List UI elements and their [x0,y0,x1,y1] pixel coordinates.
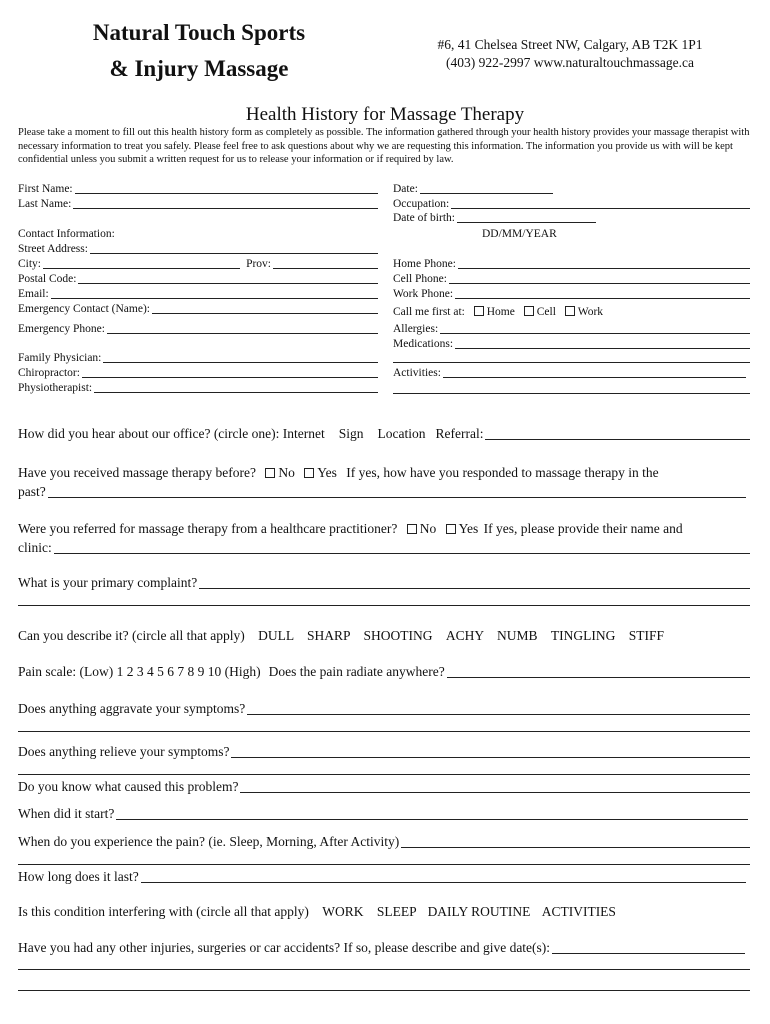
relieve-field[interactable] [18,744,750,760]
allergies-label: Allergies: [393,323,439,335]
when-pain-extra-line[interactable] [18,864,750,865]
injuries-field[interactable] [18,940,745,956]
aggravate-label: Does anything aggravate your symptoms? [18,701,246,716]
activities-extra-line[interactable] [393,393,750,394]
business-contact: (403) 922-2997 www.naturaltouchmassage.ca [445,55,695,70]
chiropractor-field[interactable] [18,366,378,380]
street-address-label: Street Address: [18,243,88,255]
family-physician-field[interactable] [18,351,378,365]
start-label: When did it start? [18,806,115,821]
describe-option-numb[interactable]: NUMB [496,628,538,643]
medications-label: Medications: [393,338,454,350]
date-of-birth-format: DD/MM/YEAR [482,228,557,240]
family-physician-label: Family Physician: [18,352,102,364]
referred-question [18,521,683,537]
chiropractor-label: Chiropractor: [18,367,80,379]
massage-before-followup: If yes, how have you responded to massage therapy in the [346,465,659,480]
how-long-label: How long does it last? [18,869,139,884]
date-label: Date: [393,183,418,195]
primary-complaint-extra-line[interactable] [18,605,750,606]
interfering-option-work[interactable]: WORK [322,904,364,919]
business-address: #6, 41 Chelsea Street NW, Calgary, AB T2K 1P1 [437,37,703,52]
occupation-field[interactable] [393,197,750,211]
pain-scale-label[interactable]: Pain scale: (Low) 1 2 3 4 5 6 7 8 9 10 (High) [18,664,261,679]
call-me-first-group [393,305,603,319]
physiotherapist-label: Physiotherapist: [18,382,93,394]
clinic-field[interactable] [18,540,750,556]
physiotherapist-field[interactable] [18,381,378,395]
postal-code-field[interactable] [18,272,378,286]
when-pain-field[interactable] [18,834,750,850]
work-phone-field[interactable] [393,287,750,301]
hear-about-label: How did you hear about our office? (circle one): Internet [18,426,325,441]
hear-about-question [18,426,750,442]
hear-option-sign[interactable]: Sign [338,426,364,441]
injuries-extra-line-2[interactable] [18,990,750,991]
describe-option-achy[interactable]: ACHY [445,628,484,643]
business-name-line1: Natural Touch Sports [92,20,306,45]
primary-complaint-label: What is your primary complaint? [18,575,198,590]
cause-label: Do you know what caused this problem? [18,779,239,794]
massage-before-no-checkbox[interactable] [265,468,275,478]
injuries-label: Have you had any other injuries, surgeries or car accidents? If so, please describe and give date(s): [18,940,551,955]
home-phone-field[interactable] [393,257,750,271]
massage-before-yes-checkbox[interactable] [304,468,314,478]
describe-option-tingling[interactable]: TINGLING [550,628,616,643]
date-field[interactable] [393,182,553,196]
interfering-question [18,904,616,920]
referred-label: Were you referred for massage therapy from a healthcare practitioner? [18,521,398,536]
intro-paragraph: Please take a moment to fill out this health history form as completely as possible. The information gathered through your health history provides your massage therapist with necessary information to treat you safely. Please feel free to ask questions about why we are requesting this information. The information you provide us with will be kept confidential unless you submit a written request for us to release your information or if required by law. [18,127,750,165]
emergency-contact-label: Emergency Contact (Name): [18,303,150,315]
postal-code-label: Postal Code: [18,273,77,285]
cell-checkbox[interactable] [524,306,534,316]
massage-before-no-label: No [278,465,295,480]
describe-option-stiff[interactable]: STIFF [628,628,664,643]
city-label: City: [18,258,42,270]
primary-complaint-field[interactable] [18,575,750,591]
past-response-field[interactable] [18,484,746,500]
activities-label: Activities: [393,367,441,379]
interfering-option-activities[interactable]: ACTIVITIES [541,904,616,919]
email-label: Email: [18,288,49,300]
interfering-option-daily-routine[interactable]: DAILY ROUTINE [427,904,531,919]
last-name-field[interactable] [18,197,378,211]
referred-yes-label: Yes [458,521,479,536]
medications-extra-line[interactable] [393,362,750,363]
radiate-line[interactable] [447,676,750,678]
aggravate-field[interactable] [18,701,750,717]
referred-yes-checkbox[interactable] [446,524,456,534]
allergies-field[interactable] [393,322,750,336]
emergency-phone-label: Emergency Phone: [18,323,105,335]
referred-followup: If yes, please provide their name and [483,521,683,536]
first-name-field[interactable] [18,182,378,196]
street-address-field[interactable] [18,242,378,256]
clinic-label: clinic: [18,540,52,555]
occupation-label: Occupation: [393,198,450,210]
pain-scale-row [18,664,750,680]
describe-option-shooting[interactable]: SHOOTING [363,628,433,643]
home-phone-label: Home Phone: [393,258,456,270]
cell-option-label: Cell [536,306,556,318]
cause-field[interactable] [18,779,750,795]
prov-label: Prov: [246,258,271,270]
radiate-label: Does the pain radiate anywhere? [268,664,445,679]
describe-option-sharp[interactable]: SHARP [307,628,351,643]
interfering-label: Is this condition interfering with (circle all that apply) [18,904,309,919]
describe-question [18,628,664,644]
last-name-label: Last Name: [18,198,72,210]
activities-field[interactable] [393,366,746,380]
when-pain-label: When do you experience the pain? (ie. Sleep, Morning, After Activity) [18,834,400,849]
past-label: past? [18,484,46,499]
aggravate-extra-line[interactable] [18,731,750,732]
hear-option-location[interactable]: Location [377,426,426,441]
business-name-line2: & Injury Massage [109,56,289,81]
email-field[interactable] [18,287,378,301]
massage-before-question [18,465,659,481]
work-phone-label: Work Phone: [393,288,454,300]
form-title: Health History for Massage Therapy [245,104,525,125]
emergency-phone-field[interactable] [18,322,378,336]
medications-field[interactable] [393,337,750,351]
first-name-label: First Name: [18,183,73,195]
start-field[interactable] [18,806,748,822]
referred-no-label: No [419,521,437,536]
cell-phone-label: Cell Phone: [393,273,447,285]
relieve-extra-line[interactable] [18,774,750,775]
how-long-field[interactable] [18,869,746,885]
home-checkbox[interactable] [474,306,484,316]
describe-option-dull[interactable]: DULL [258,628,294,643]
date-of-birth-label: Date of birth: [393,212,455,224]
cell-phone-field[interactable] [393,272,750,286]
call-me-first-label: Call me first at: [393,306,465,318]
work-checkbox[interactable] [565,306,575,316]
hear-option-referral[interactable]: Referral: [435,426,484,441]
emergency-contact-field[interactable] [18,302,378,316]
referral-line[interactable] [485,438,750,440]
massage-before-yes-label: Yes [317,465,337,480]
relieve-label: Does anything relieve your symptoms? [18,744,230,759]
city-prov-field[interactable] [18,257,378,271]
injuries-extra-line-1[interactable] [18,969,750,970]
work-option-label: Work [577,306,604,318]
contact-information-heading: Contact Information: [18,228,115,240]
describe-label: Can you describe it? (circle all that apply) [18,628,245,643]
interfering-option-sleep[interactable]: SLEEP [376,904,417,919]
massage-before-label: Have you received massage therapy before? [18,465,257,480]
referred-no-checkbox[interactable] [407,524,417,534]
home-option-label: Home [486,306,515,318]
date-of-birth-field[interactable] [393,211,596,225]
